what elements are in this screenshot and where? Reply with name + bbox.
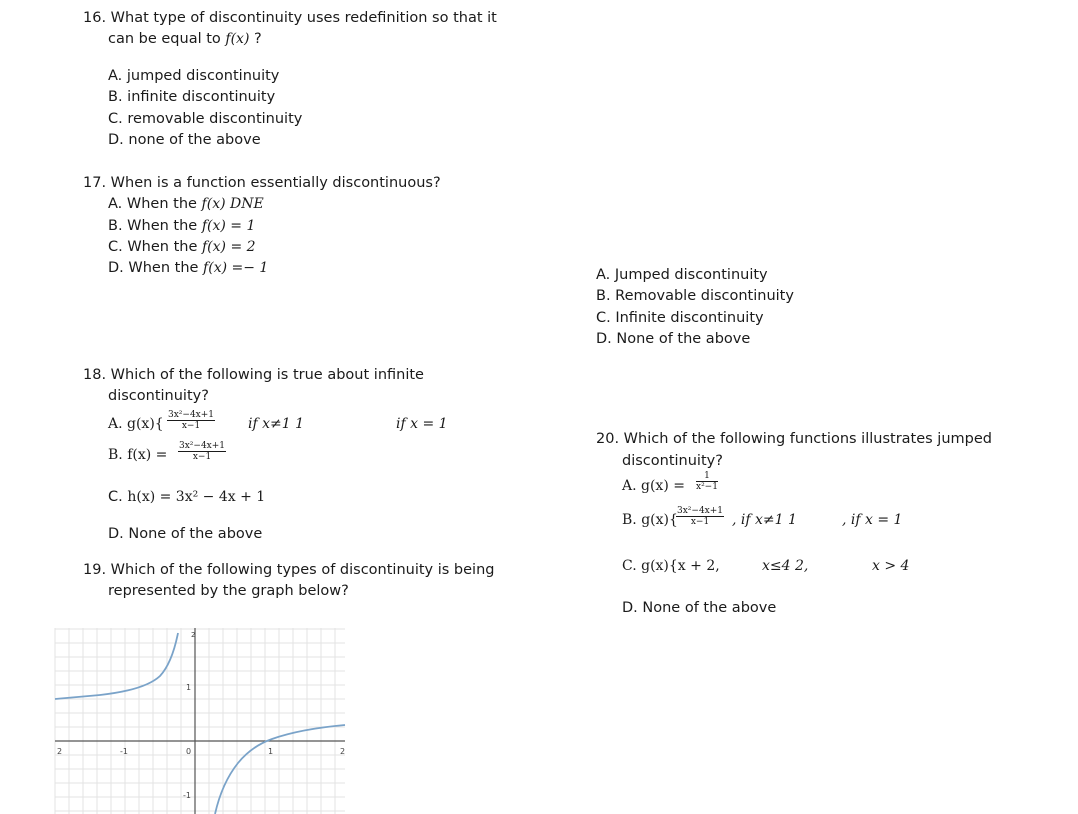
q17-option-c xyxy=(108,238,256,256)
q16-stem-line2 xyxy=(108,30,262,48)
q19-stem-line1: 19. Which of the following types of discontinuity is being xyxy=(83,562,495,578)
q20-option-d: D. None of the above xyxy=(622,600,777,616)
q18-stem-line1: 18. Which of the following is true about infinite xyxy=(83,367,424,383)
tick-label-x-1: 1 xyxy=(268,747,274,756)
q20-option-c-label: C. g(x){x + 2, xyxy=(622,558,720,574)
q17-option-b-label: B. When the xyxy=(108,218,198,234)
q16-stem-prefix: can be equal to xyxy=(108,31,221,47)
q20-stem-line2: discontinuity? xyxy=(622,453,723,469)
q18-option-a-numerator: 3x²−4x+1 xyxy=(168,410,215,420)
q20-option-b-cond1: , if x≠1 1 xyxy=(732,512,797,528)
tick-label-y-1: 1 xyxy=(186,683,192,692)
q17-option-a-math: f(x) DNE xyxy=(201,196,264,212)
q16-option-b: B. infinite discontinuity xyxy=(108,89,276,105)
tick-label-y-minus1: -1 xyxy=(183,791,191,800)
q18-option-c xyxy=(108,488,265,506)
q17-option-c-label: C. When the xyxy=(108,239,198,255)
q17-option-b xyxy=(108,217,255,235)
q19-option-c: C. Infinite discontinuity xyxy=(596,310,764,326)
q18-option-a-label: A. g(x){ xyxy=(108,416,164,432)
q20-option-b-label: B. g(x){ xyxy=(622,512,678,528)
q18-option-a-cond2: if x = 1 xyxy=(396,416,448,432)
q16-stem-line1: 16. What type of discontinuity uses redefinition so that it xyxy=(83,10,497,26)
q20-stem-line1: 20. Which of the following functions illustrates jumped xyxy=(596,431,992,447)
tick-label-x-minus1: -1 xyxy=(120,747,128,756)
q17-option-a-label: A. When the xyxy=(108,196,197,212)
q18-option-b-denominator: x−1 xyxy=(192,452,212,462)
q20-option-a-denominator: x²−1 xyxy=(696,482,718,492)
q19-option-a: A. Jumped discontinuity xyxy=(596,267,768,283)
tick-label-origin: 0 xyxy=(186,747,192,756)
q18-option-b-label: B. f(x) = xyxy=(108,447,168,463)
q17-option-c-math: f(x) = 2 xyxy=(202,239,256,255)
q17-option-d-math: f(x) =− 1 xyxy=(203,260,269,276)
q18-option-b-numerator: 3x²−4x+1 xyxy=(179,441,226,451)
q16-option-a: A. jumped discontinuity xyxy=(108,68,280,84)
q16-option-c: C. removable discontinuity xyxy=(108,111,303,127)
q20-option-a-label: A. g(x) = xyxy=(622,478,685,494)
q18-option-a-denominator: x−1 xyxy=(181,421,201,431)
q17-option-d xyxy=(108,259,268,277)
q17-option-d-label: D. When the xyxy=(108,260,199,276)
q18-option-c-math: h(x) = 3x² − 4x + 1 xyxy=(127,489,266,505)
q18-stem-line2: discontinuity? xyxy=(108,388,209,404)
q20-option-a-numerator: 1 xyxy=(696,471,718,482)
q18-option-d: D. None of the above xyxy=(108,526,263,542)
q17-stem: 17. When is a function essentially discontinuous? xyxy=(83,175,441,191)
discontinuity-graph xyxy=(0,628,360,814)
tick-label-y-2: 2 xyxy=(191,631,196,639)
q20-option-b-denominator: x−1 xyxy=(690,517,710,527)
q16-stem-suffix: ? xyxy=(254,31,262,47)
q19-option-b: B. Removable discontinuity xyxy=(596,288,794,304)
q18-option-c-label: C. xyxy=(108,489,123,505)
q20-option-b-fraction xyxy=(676,506,724,527)
q19-option-d: D. None of the above xyxy=(596,331,751,347)
q18-option-b-fraction xyxy=(178,441,226,462)
q16-stem-math: f(x) xyxy=(225,31,250,47)
graph-grid xyxy=(55,628,345,814)
q18-option-a-cond1: if x≠1 1 xyxy=(248,416,304,432)
q17-option-a xyxy=(108,195,264,213)
q17-option-b-math: f(x) = 1 xyxy=(201,218,256,234)
tick-label-x-minus2: 2 xyxy=(57,747,63,756)
tick-label-x-2: 2 xyxy=(340,747,346,756)
q20-option-c-cond2: x > 4 xyxy=(872,558,910,574)
q18-option-a-fraction xyxy=(167,410,215,431)
q20-option-b-cond2: , if x = 1 xyxy=(842,512,903,528)
q19-stem-line2: represented by the graph below? xyxy=(108,583,349,599)
q20-option-c-cond1: x≤4 2, xyxy=(762,558,809,574)
q16-option-d: D. none of the above xyxy=(108,132,261,148)
q20-option-a-fraction xyxy=(696,471,718,492)
q20-option-b-numerator: 3x²−4x+1 xyxy=(677,506,724,516)
